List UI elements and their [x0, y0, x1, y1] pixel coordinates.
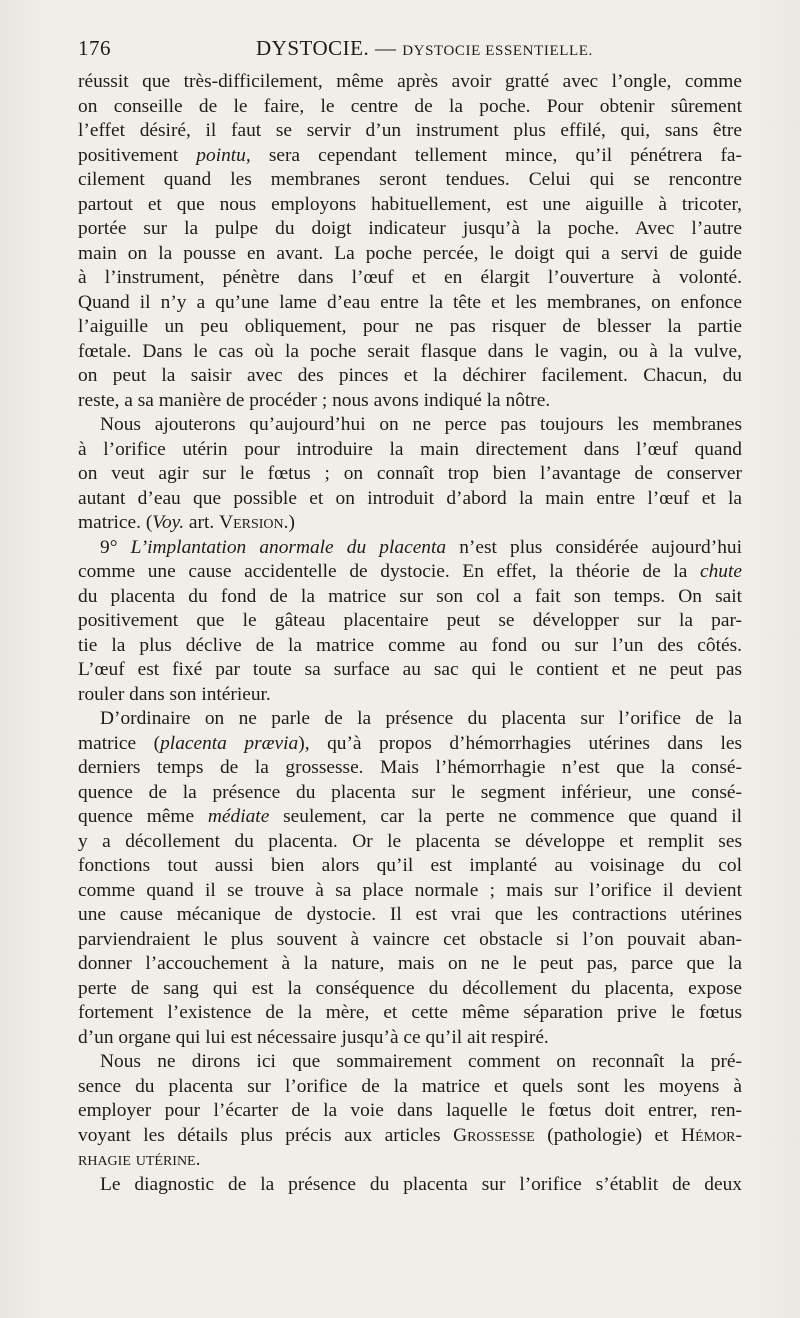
text-segment: on conseille de le faire, le centre de la poche. Pour obtenir sûrement [78, 95, 742, 117]
text-segment: quence de la présence du placenta sur le segment inférieur, une consé- [78, 781, 742, 803]
text-segment: L’implantation anormale du placenta [130, 536, 447, 558]
text-line [78, 70, 742, 95]
text-line [78, 732, 742, 757]
text-line [78, 928, 742, 953]
text-segment: à l’orifice utérin pour introduire la main directement dans l’œuf quand [78, 438, 742, 460]
page-number: 176 [78, 36, 111, 60]
text-line [78, 683, 742, 708]
text-segment: (pathologie) et [534, 1124, 682, 1146]
text-line [78, 781, 742, 806]
text-segment: l’aiguille un peu obliquement, pour ne pas risquer de blesser la partie [78, 316, 742, 337]
text-segment: voyant les détails plus précis aux articles [78, 1124, 454, 1146]
text-segment: matrice. ( [78, 512, 153, 533]
text-line [78, 805, 742, 830]
text-segment: comme une cause accidentelle de dystocie. En effet, la théorie de la [78, 561, 700, 582]
text-segment: y a décollement du placenta. Or le placenta se développe et remplit ses [78, 830, 742, 852]
text-line [78, 266, 742, 291]
text-segment: à l’instrument, pénètre dans l’œuf et en élargit l’ouverture à volonté. [78, 267, 742, 288]
text-line [78, 119, 742, 144]
text-segment: seulement, car la perte ne commence que quand il [269, 806, 742, 827]
text-segment: perte de sang qui est la conséquence du décollement du placenta, expose [78, 977, 742, 999]
text-line [78, 1148, 742, 1173]
text-segment: rhagie utérine [78, 1149, 196, 1170]
text-segment: fœtale. Dans le cas où la poche serait flasque dans le vagin, ou à la vulve, [78, 340, 742, 362]
text-line [78, 462, 742, 487]
text-segment: sence du placenta sur l’orifice de la matrice et quels sont les moyens à [78, 1075, 742, 1097]
text-line [78, 315, 742, 340]
text-segment: l’effet désiré, il faut se servir d’un instrument plus effilé, qui, sans être [78, 120, 742, 141]
text-segment: pointu, [196, 144, 251, 166]
text-segment: .) [283, 512, 295, 533]
text-line [78, 413, 742, 438]
text-segment: Nous ne dirons ici que sommairement comment on reconnaît la pré- [100, 1051, 742, 1072]
text-segment: on veut agir sur le fœtus ; on connaît trop bien l’avantage de conserver [78, 463, 742, 484]
text-line [78, 168, 742, 193]
text-segment: autant d’eau que possible et on introduit d’abord la main entre l’œuf et la [78, 487, 742, 509]
text-segment: derniers temps de la grossesse. Mais l’hémorrhagie n’est que la consé- [78, 757, 742, 778]
body-text [78, 70, 742, 1197]
text-segment: on peut la saisir avec des pinces et la déchirer facilement. Chacun, du [78, 365, 742, 386]
text-line [78, 634, 742, 659]
text-segment: fortement l’existence de la mère, et cette même séparation prive le fœtus [78, 1002, 742, 1023]
text-segment: reste, a sa manière de procéder ; nous avons indiqué la nôtre. [78, 389, 551, 411]
text-segment: . [195, 1149, 201, 1170]
text-segment: une cause mécanique de dystocie. Il est vrai que les contractions utérines [78, 904, 742, 925]
text-segment: Nous ajouterons qu’aujourd’hui on ne perce pas toujours les membranes [100, 414, 742, 435]
text-segment: matrice ( [78, 732, 161, 754]
text-line [78, 903, 742, 928]
text-segment: 9° [100, 536, 131, 558]
text-segment: fonctions tout aussi bien alors qu’il est implanté au voisinage du col [78, 855, 742, 876]
text-segment: L’œuf est fixé par toute sa surface au sac qui le contient et ne peut pas [78, 659, 742, 680]
text-line [78, 242, 742, 267]
text-segment: D’ordinaire on ne parle de la présence du placenta sur l’orifice de la [100, 708, 742, 729]
text-line [78, 658, 742, 683]
subsection-title: DYSTOCIE ESSENTIELLE. [402, 43, 593, 59]
text-segment: parviendraient le plus souvent à vaincre cet obstacle si l’on pouvait aban- [78, 928, 742, 950]
running-header [78, 36, 742, 66]
text-line [78, 487, 742, 512]
title-dash: — [374, 36, 397, 60]
text-line [78, 830, 742, 855]
text-segment: positivement que le gâteau placentaire peut se développer sur la par- [78, 610, 742, 631]
text-line [78, 1099, 742, 1124]
text-segment: placenta prævia [160, 732, 299, 754]
text-line [78, 1173, 742, 1198]
text-line [78, 977, 742, 1002]
text-line [78, 879, 742, 904]
text-segment: main on la pousse en avant. La poche percée, le doigt qui a servi de guide [78, 242, 742, 264]
text-segment: comme quand il se trouve à sa place normale ; mais sur l’orifice il devient [78, 879, 742, 901]
text-segment: partout et que nous employons habituellement, est une aiguille à tricoter, [78, 193, 742, 215]
running-title [256, 36, 593, 61]
text-segment: ), qu’à propos d’hémorrhagies utérines dans les [298, 732, 742, 754]
text-segment: Voy. [152, 512, 185, 533]
text-line [78, 144, 742, 169]
text-segment: n’est plus considérée aujourd’hui [446, 536, 742, 558]
text-segment: quence même [78, 806, 208, 827]
text-line [78, 609, 742, 634]
text-segment: Quand il n’y a qu’une lame d’eau entre la tête et les membranes, on enfonce [78, 291, 742, 313]
text-segment: Le diagnostic de la présence du placenta sur l’orifice s’établit de deux [100, 1173, 742, 1195]
text-segment: Hémor- [681, 1124, 742, 1146]
text-line [78, 1001, 742, 1026]
text-segment: cilement quand les membranes seront tendues. Celui qui se rencontre [78, 169, 742, 190]
text-segment: portée sur la pulpe du doigt indicateur jusqu’à la poche. Avec l’autre [78, 218, 742, 239]
text-line [78, 1050, 742, 1075]
text-line [78, 707, 742, 732]
text-line [78, 340, 742, 365]
text-segment: positivement [78, 144, 197, 166]
text-segment: médiate [207, 806, 270, 827]
text-line [78, 364, 742, 389]
text-segment: du placenta du fond de la matrice sur son col a fait son temps. On sait [78, 585, 742, 607]
text-segment: employer pour l’écarter de la voie dans laquelle le fœtus doit entrer, ren- [78, 1100, 742, 1121]
text-line [78, 217, 742, 242]
text-segment: Grossesse [453, 1124, 535, 1146]
text-line [78, 1026, 742, 1051]
text-line [78, 560, 742, 585]
text-segment: donner l’accouchement à la nature, mais on ne le peut pas, parce que la [78, 953, 742, 974]
text-line [78, 1075, 742, 1100]
text-line [78, 952, 742, 977]
section-title: DYSTOCIE. [256, 36, 370, 60]
text-line [78, 536, 742, 561]
text-line [78, 1124, 742, 1149]
text-line [78, 95, 742, 120]
text-line [78, 854, 742, 879]
text-segment: réussit que très-difficilement, même après avoir gratté avec l’ongle, comme [78, 71, 742, 92]
text-segment: d’un organe qui lui est nécessaire jusqu’à ce qu’il ait respiré. [78, 1026, 549, 1048]
text-segment: sera cependant tellement mince, qu’il pénétrera fa- [250, 144, 742, 166]
text-segment: tie la plus déclive de la matrice comme au fond ou sur l’un des côtés. [78, 634, 742, 656]
text-line [78, 511, 742, 536]
text-segment: rouler dans son intérieur. [78, 683, 271, 705]
text-line [78, 756, 742, 781]
text-line [78, 193, 742, 218]
text-line [78, 438, 742, 463]
text-line [78, 585, 742, 610]
text-segment: chute [700, 561, 742, 582]
text-line [78, 389, 742, 414]
text-line [78, 291, 742, 316]
text-segment: Version [219, 512, 284, 533]
text-segment: art. [184, 512, 220, 533]
